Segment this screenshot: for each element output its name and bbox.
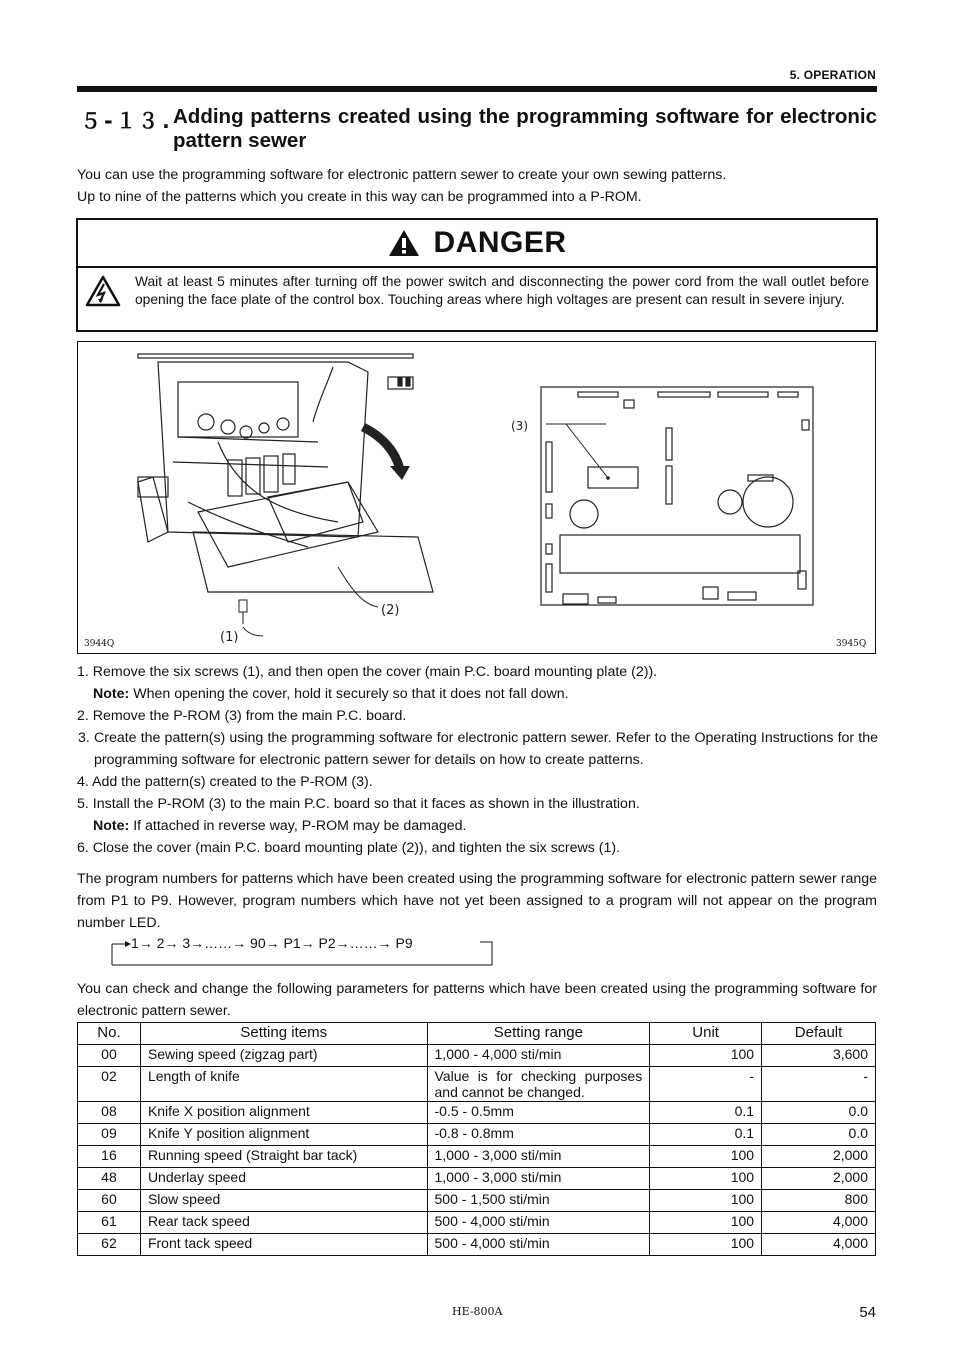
table-row: [78, 1234, 876, 1256]
table-row: [78, 1212, 876, 1234]
cell-default: 2,000: [762, 1168, 876, 1190]
cell-default: 800: [762, 1190, 876, 1212]
cell-default: 4,000: [762, 1234, 876, 1256]
cell-item: Knife X position alignment: [140, 1102, 427, 1124]
header-unit: Unit: [650, 1023, 762, 1045]
table-row: [78, 1168, 876, 1190]
cell-range: Value is for checking purposes and cannot be changed.: [427, 1067, 650, 1102]
header-setting-items: Setting items: [140, 1023, 427, 1045]
figure-code-left: 3944Q: [84, 639, 115, 649]
footer-model: HE-800A: [452, 1305, 503, 1318]
figure-panel: [77, 341, 876, 654]
step-3: 3. Create the pattern(s) using the programming software for electronic pattern sewer. Refer to the Operating Instructions for the programming software for electronic pattern sewer for details on how to create patterns.: [78, 730, 878, 768]
step-6: 6. Close the cover (main P.C. board mounting plate (2)), and tighten the six screws (1).: [77, 840, 621, 856]
warning-triangle-icon: [387, 228, 421, 258]
cell-item: Slow speed: [140, 1190, 427, 1212]
cell-default: 4,000: [762, 1212, 876, 1234]
table-row: [78, 1190, 876, 1212]
cell-unit: 100: [650, 1234, 762, 1256]
cell-unit: 100: [650, 1045, 762, 1067]
cell-unit: 0.1: [650, 1124, 762, 1146]
danger-title: DANGER: [433, 226, 567, 259]
cell-default: 2,000: [762, 1146, 876, 1168]
header-default: Default: [762, 1023, 876, 1045]
cell-item: Underlay speed: [140, 1168, 427, 1190]
control-box-illustration: [78, 342, 875, 653]
cell-unit: -: [650, 1067, 762, 1102]
program-number-text: The program numbers for patterns which have been created using the programming software for electronic pattern sewer range from P1 to P9. However, program numbers which have not yet been assigned to a program will not appear on the program number LED.: [77, 871, 877, 931]
step-5: 5. Install the P-ROM (3) to the main P.C. board so that it faces as shown in the illustration.: [77, 796, 640, 812]
header-setting-range: Setting range: [427, 1023, 650, 1045]
table-row: [78, 1067, 876, 1102]
note-1: [93, 683, 877, 705]
note-2-label: Note:: [93, 818, 130, 834]
cell-unit: 100: [650, 1146, 762, 1168]
cell-default: 0.0: [762, 1124, 876, 1146]
cell-item: Sewing speed (zigzag part): [140, 1045, 427, 1067]
high-voltage-icon: [85, 275, 121, 307]
section-number: ５-１３.: [80, 109, 174, 133]
note-2: [93, 815, 877, 837]
callout-label-1: (1): [220, 630, 239, 645]
cell-range: 1,000 - 3,000 sti/min: [427, 1168, 650, 1190]
section-header-label: 5. OPERATION: [789, 68, 876, 82]
note-1-label: Note:: [93, 686, 130, 702]
cell-item: Rear tack speed: [140, 1212, 427, 1234]
cell-item: Knife Y position alignment: [140, 1124, 427, 1146]
section-title: Adding patterns created using the programming software for electronic pattern sewer: [173, 105, 877, 152]
page-number: 54: [859, 1304, 876, 1321]
cell-unit: 100: [650, 1212, 762, 1234]
table-row: [78, 1045, 876, 1067]
table-row: [78, 1124, 876, 1146]
cell-no: 60: [78, 1190, 141, 1212]
cell-item: Running speed (Straight bar tack): [140, 1146, 427, 1168]
cell-range: 1,000 - 4,000 sti/min: [427, 1045, 650, 1067]
cell-range: 1,000 - 3,000 sti/min: [427, 1146, 650, 1168]
cell-unit: 100: [650, 1168, 762, 1190]
cell-no: 08: [78, 1102, 141, 1124]
cell-default: 3,600: [762, 1045, 876, 1067]
cell-range: 500 - 1,500 sti/min: [427, 1190, 650, 1212]
table-row: [78, 1102, 876, 1124]
parameter-table: [77, 1022, 876, 1256]
header-rule: [77, 86, 877, 92]
danger-box: [76, 218, 878, 332]
cell-no: 61: [78, 1212, 141, 1234]
parameter-intro-text: You can check and change the following parameters for patterns which have been created using the programming software for electronic pattern sewer.: [77, 981, 877, 1019]
intro-line-2: Up to nine of the patterns which you create in this way can be programmed into a P-ROM.: [77, 189, 642, 205]
program-sequence: 1→ 2→ 3→……→ 90→ P1→ P2→……→ P9: [131, 935, 413, 951]
table-row: [78, 1146, 876, 1168]
cell-range: 500 - 4,000 sti/min: [427, 1212, 650, 1234]
note-1-text: When opening the cover, hold it securely so that it does not fall down.: [129, 686, 569, 702]
cell-no: 16: [78, 1146, 141, 1168]
cell-item: Front tack speed: [140, 1234, 427, 1256]
step-2: 2. Remove the P-ROM (3) from the main P.C. board.: [77, 708, 407, 724]
cell-default: -: [762, 1067, 876, 1102]
header-no: No.: [78, 1023, 141, 1045]
cell-range: -0.5 - 0.5mm: [427, 1102, 650, 1124]
table-header-row: [78, 1023, 876, 1045]
cell-no: 48: [78, 1168, 141, 1190]
cell-no: 09: [78, 1124, 141, 1146]
cell-default: 0.0: [762, 1102, 876, 1124]
danger-header: [78, 220, 876, 268]
cell-unit: 100: [650, 1190, 762, 1212]
cell-unit: 0.1: [650, 1102, 762, 1124]
callout-label-2: (2): [381, 603, 400, 618]
cell-no: 62: [78, 1234, 141, 1256]
figure-code-right: 3945Q: [836, 639, 867, 649]
cell-item: Length of knife: [140, 1067, 427, 1102]
step-4: 4. Add the pattern(s) created to the P-ROM (3).: [77, 774, 373, 790]
danger-text: Wait at least 5 minutes after turning off the power switch and disconnecting the power cord from the wall outlet before opening the face plate of the control box. Touching areas where high voltages are present can result in severe injury.: [135, 274, 869, 307]
cell-range: -0.8 - 0.8mm: [427, 1124, 650, 1146]
callout-label-3: (3): [511, 419, 528, 433]
note-2-text: If attached in reverse way, P-ROM may be damaged.: [129, 818, 467, 834]
step-1: 1. Remove the six screws (1), and then open the cover (main P.C. board mounting plate (2)).: [77, 664, 658, 680]
cell-no: 00: [78, 1045, 141, 1067]
cell-no: 02: [78, 1067, 141, 1102]
intro-line-1: You can use the programming software for electronic pattern sewer to create your own sewing patterns.: [77, 167, 727, 183]
cell-range: 500 - 4,000 sti/min: [427, 1234, 650, 1256]
